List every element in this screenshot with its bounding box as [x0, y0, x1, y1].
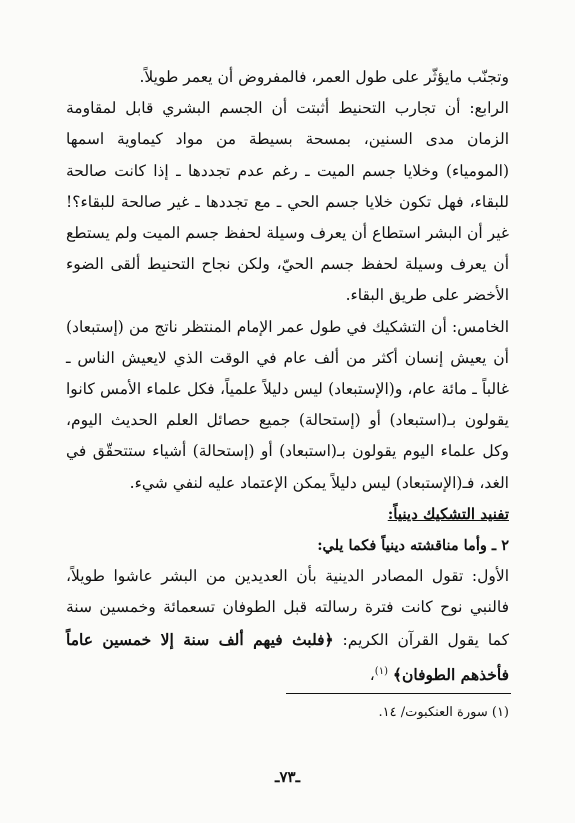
- paragraph-tail: ،: [369, 666, 375, 685]
- subsection-heading: ٢ ـ وأما مناقشته دينياً فكما يلي:: [317, 537, 509, 555]
- main-text: [66, 62, 509, 691]
- footnote-reference: (١): [374, 665, 388, 677]
- paragraph-first-point: [66, 561, 509, 691]
- page-number: ـ٧٣ـ: [275, 768, 300, 786]
- paragraph-first-point-text: الأول: تقول المصادر الدينية بأن العديدين من البشر عاشوا طويلاً، فالنبي نوح كانت فترة رسالته قبل الطوفان تسعمائة وخمسين سنة كما يقول القرآن الكريم:: [66, 567, 509, 649]
- footnote-divider: [286, 693, 511, 694]
- footnote: (١) سورة العنكبوت/ ١٤.: [378, 705, 509, 720]
- section-heading: تفنيد التشكيك دينياً:: [387, 504, 509, 523]
- quran-quote: ﴿فلبث فيهم ألف سنة إلا خمسين عاماً فأخذهم الطوفان﴾: [66, 629, 509, 685]
- paragraph-fifth-point: الخامس: أن التشكيك في طول عمر الإمام المنتظر ناتج من (إستبعاد) أن يعيش إنسان أكثر من ألف عام في الوقت الذي لايعيش الناس ـ غالباً ـ مائة عام، و(الإستبعاد) ليس دليلاً علمياً، فكل علماء الأمس كانوا يقولون بـ(استبعاد) أو (إستحالة) جميع حصائل العلم الحديث اليوم، وكل علماء اليوم يقولون بـ(استبعاد) أو (إستحالة) أشياء ستتحقّق في الغد، فـ(الإستبعاد) ليس دليلاً يمكن الإعتماد عليه لنفي شيء.: [66, 317, 509, 492]
- paragraph-fourth-point: الرابع: أن تجارب التحنيط أثبتت أن الجسم البشري قابل لمقاومة الزمان مدى السنين، بمسحة بسيطة من مواد كيماوية اسمها (المومياء) وخلايا جسم الميت ـ رغم عدم تجددها ـ إذا كانت صالحة للبقاء، فهل تكون خلايا جسم الحي ـ مع تجددها ـ غير صالحة للبقاء؟! غير أن البشر استطاع أن يعرف وسيلة لحفظ جسم الميت ولم يستطع أن يعرف وسيلة لحفظ جسم الحيّ، ولكن نجاح التحنيط ألقى الضوء الأخضر على طريق البقاء.: [66, 99, 509, 305]
- paragraph-1: وتجنّب مايؤثّر على طول العمر، فالمفروض أن يعمر طويلاً.: [139, 68, 509, 86]
